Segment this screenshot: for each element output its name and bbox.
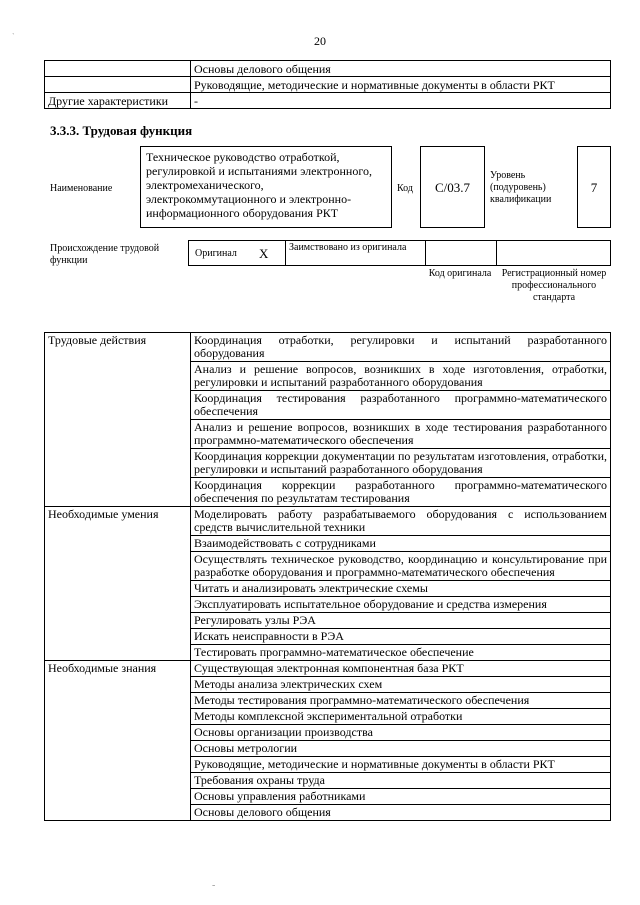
row-category xyxy=(45,77,191,93)
section-item: Методы комплексной экспериментальной отработки xyxy=(191,709,611,725)
borrowed-label: Заимствовано из оригинала xyxy=(289,242,407,253)
section-item: Анализ и решение вопросов, возникших в ходе тестирования разработанного программно-математического обеспечения xyxy=(191,420,611,449)
reg-number-caption: Регистрационный номер профессионального стандарта xyxy=(501,268,607,303)
section-item: Эксплуатировать испытательное оборудование и средства измерения xyxy=(191,597,611,613)
section-item: Координация отработки, регулировки и испытаний разработанного оборудования xyxy=(191,333,611,362)
section-item: Анализ и решение вопросов, возникших в ходе изготовления, отработки, регулировки и испытаний разработанного оборудования xyxy=(191,362,611,391)
original-mark: X xyxy=(259,246,269,261)
page-number: 20 xyxy=(314,34,326,48)
section-item: Тестировать программно-математическое обеспечение xyxy=(191,645,611,661)
section-category: Необходимые знания xyxy=(45,661,191,821)
name-label: Наименование xyxy=(50,183,113,194)
section-item: Руководящие, методические и нормативные документы в области РКТ xyxy=(191,757,611,773)
section-item: Взаимодействовать с сотрудниками xyxy=(191,536,611,552)
row-item: - xyxy=(191,93,611,109)
function-code-box xyxy=(420,146,485,228)
code-original-caption: Код оригинала xyxy=(428,268,492,279)
code-label: Код xyxy=(397,183,413,194)
table-row xyxy=(45,507,611,536)
section-heading: 3.3.3. Трудовая функция xyxy=(50,123,193,138)
function-name-value: Техническое руководство отработкой, регулировкой и испытаниями электронного, электромеханического, электрокоммутационного и электронно-информационного оборудования РКТ xyxy=(146,150,372,220)
top-continuation-table xyxy=(44,60,611,109)
section-item: Координация тестирования разработанного программно-математического обеспечения xyxy=(191,391,611,420)
row-item: Основы делового общения xyxy=(191,61,611,77)
borrowed-code-cell xyxy=(425,241,497,265)
level-label: Уровень (подуровень) квалификации xyxy=(490,170,552,205)
section-item: Основы делового общения xyxy=(191,805,611,821)
table-row xyxy=(45,61,611,77)
labor-function-table xyxy=(44,332,611,821)
function-name-box xyxy=(140,146,392,228)
section-item: Осуществлять техническое руководство, координацию и консультирование при разработке оборудования и программно-математического обеспечения xyxy=(191,552,611,581)
row-item: Руководящие, методические и нормативные документы в области РКТ xyxy=(191,77,611,93)
row-category xyxy=(45,61,191,77)
section-category: Необходимые умения xyxy=(45,507,191,661)
section-item: Координация коррекции документации по результатам изготовления, отработки, регулировки и испытаний разработанного оборудования xyxy=(191,449,611,478)
origin-row xyxy=(188,240,611,266)
function-code-value: C/03.7 xyxy=(434,180,471,195)
original-cell xyxy=(189,241,286,265)
origin-label: Происхождение трудовой функции xyxy=(50,243,160,266)
table-row xyxy=(45,93,611,109)
section-item: Искать неисправности в РЭА xyxy=(191,629,611,645)
section-item: Методы анализа электрических схем xyxy=(191,677,611,693)
level-box xyxy=(577,146,611,228)
table-row xyxy=(45,77,611,93)
scan-mark-bottom: - xyxy=(212,880,216,891)
section-item: Требования охраны труда xyxy=(191,773,611,789)
scan-mark: ` xyxy=(12,32,15,41)
section-item: Моделировать работу разрабатываемого оборудования с использованием средств вычислительной техники xyxy=(191,507,611,536)
section-item: Основы управления работниками xyxy=(191,789,611,805)
table-row xyxy=(45,333,611,362)
level-value: 7 xyxy=(590,180,598,195)
section-item: Основы метрологии xyxy=(191,741,611,757)
section-item: Координация коррекции разработанного программно-математического обеспечения по результатам тестирования xyxy=(191,478,611,507)
section-item: Основы организации производства xyxy=(191,725,611,741)
section-item: Существующая электронная компонентная база РКТ xyxy=(191,661,611,677)
section-item: Методы тестирования программно-математического обеспечения xyxy=(191,693,611,709)
section-item: Регулировать узлы РЭА xyxy=(191,613,611,629)
section-item: Читать и анализировать электрические схемы xyxy=(191,581,611,597)
section-category: Трудовые действия xyxy=(45,333,191,507)
original-label: Оригинал xyxy=(195,248,237,259)
row-category: Другие характеристики xyxy=(45,93,191,109)
table-row xyxy=(45,661,611,677)
